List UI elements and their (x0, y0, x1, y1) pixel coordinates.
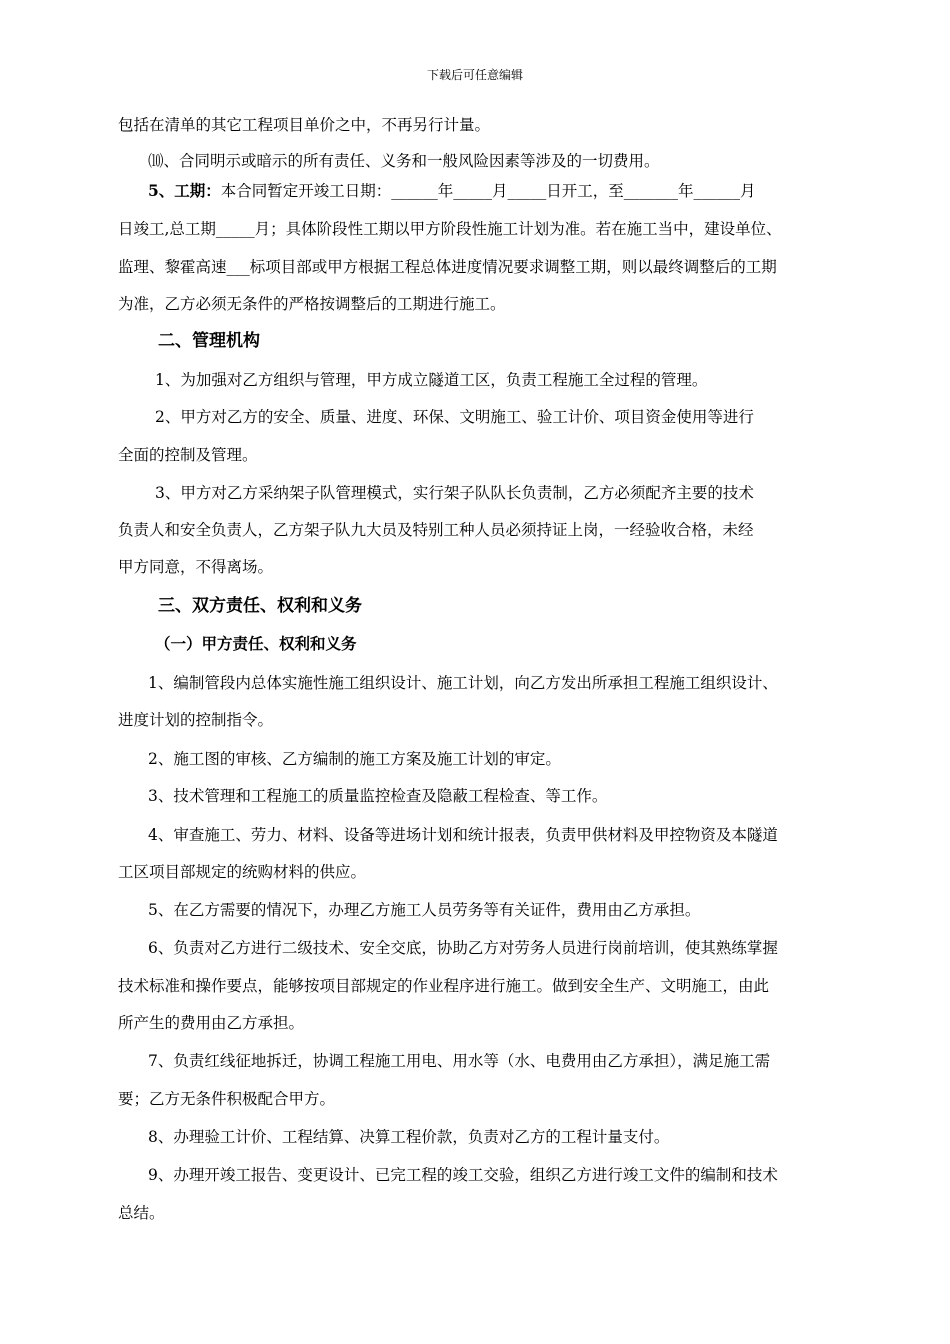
paragraph-line: 8、办理验工计价、工程结算、决算工程价款，负责对乙方的工程计量支付。 (148, 1128, 670, 1146)
section-heading: 三、双方责任、权利和义务 (158, 596, 362, 616)
section-heading: 二、管理机构 (158, 331, 260, 351)
paragraph-line: 为准，乙方必须无条件的严格按调整后的工期进行施工。 (118, 295, 506, 313)
paragraph-line: 5、工期：本合同暂定开竣工日期：______年_____月_____日开工，至_______年______月 (148, 181, 756, 200)
paragraph-line: 1、为加强对乙方组织与管理，甲方成立隧道工区，负责工程施工全过程的管理。 (155, 371, 708, 389)
paragraph-line: 要；乙方无条件积极配合甲方。 (118, 1090, 336, 1108)
paragraph-line: 所产生的费用由乙方承担。 (118, 1014, 305, 1032)
paragraph-line: 4、审查施工、劳力、材料、设备等进场计划和统计报表，负责甲供材料及甲控物资及本隧道 (148, 826, 778, 844)
paragraph-line: 3、甲方对乙方采纳架子队管理模式，实行架子队队长负责制，乙方必须配齐主要的技术 (155, 484, 754, 502)
paragraph-line: 日竣工,总工期_____月；具体阶段性工期以甲方阶段性施工计划为准。若在施工当中，建设单位、 (118, 220, 782, 238)
paragraph-line: 负责人和安全负责人，乙方架子队九大员及特别工种人员必须持证上岗，一经验收合格，未经 (118, 521, 754, 539)
paragraph-line: 2、施工图的审核、乙方编制的施工方案及施工计划的审定。 (148, 750, 561, 768)
subsection-heading: （一）甲方责任、权利和义务 (155, 634, 357, 653)
paragraph-line: 全面的控制及管理。 (118, 446, 258, 464)
paragraph-line: 9、办理开竣工报告、变更设计、已完工程的竣工交验，组织乙方进行竣工文件的编制和技术 (148, 1166, 778, 1184)
paragraph-line: 5、在乙方需要的情况下，办理乙方施工人员劳务等有关证件，费用由乙方承担。 (148, 901, 701, 919)
paragraph-line: 3、技术管理和工程施工的质量监控检查及隐蔽工程检查、等工作。 (148, 787, 608, 805)
page-header: 下载后可任意编辑 (426, 68, 523, 82)
paragraph-line: 技术标准和操作要点，能够按项目部规定的作业程序进行施工。做到安全生产、文明施工，由此 (118, 977, 770, 995)
paragraph-line: 1、编制管段内总体实施性施工组织设计、施工计划，向乙方发出所承担工程施工组织设计、 (148, 674, 778, 692)
paragraph-line: 总结。 (118, 1204, 165, 1222)
paragraph-line: 包括在清单的其它工程项目单价之中，不再另行计量。 (118, 116, 491, 134)
paragraph-line: 工区项目部规定的统购材料的供应。 (118, 863, 367, 881)
paragraph-line: 6、负责对乙方进行二级技术、安全交底，协助乙方对劳务人员进行岗前培训，使其熟练掌握 (148, 939, 778, 957)
paragraph-line: ⑽、合同明示或暗示的所有责任、义务和一般风险因素等涉及的一切费用。 (148, 152, 660, 170)
paragraph-line: 监理、黎霍高速___标项目部或甲方根据工程总体进度情况要求调整工期，则以最终调整后的工期 (118, 258, 777, 276)
paragraph-line: 7、负责红线征地拆迁，协调工程施工用电、用水等（水、电费用由乙方承担），满足施工需 (148, 1052, 771, 1070)
paragraph-line: 2、甲方对乙方的安全、质量、进度、环保、文明施工、验工计价、项目资金使用等进行 (155, 408, 754, 426)
term-label: 5、工期： (148, 181, 221, 200)
paragraph-line: 甲方同意，不得离场。 (118, 558, 274, 576)
paragraph-line: 进度计划的控制指令。 (118, 711, 274, 729)
